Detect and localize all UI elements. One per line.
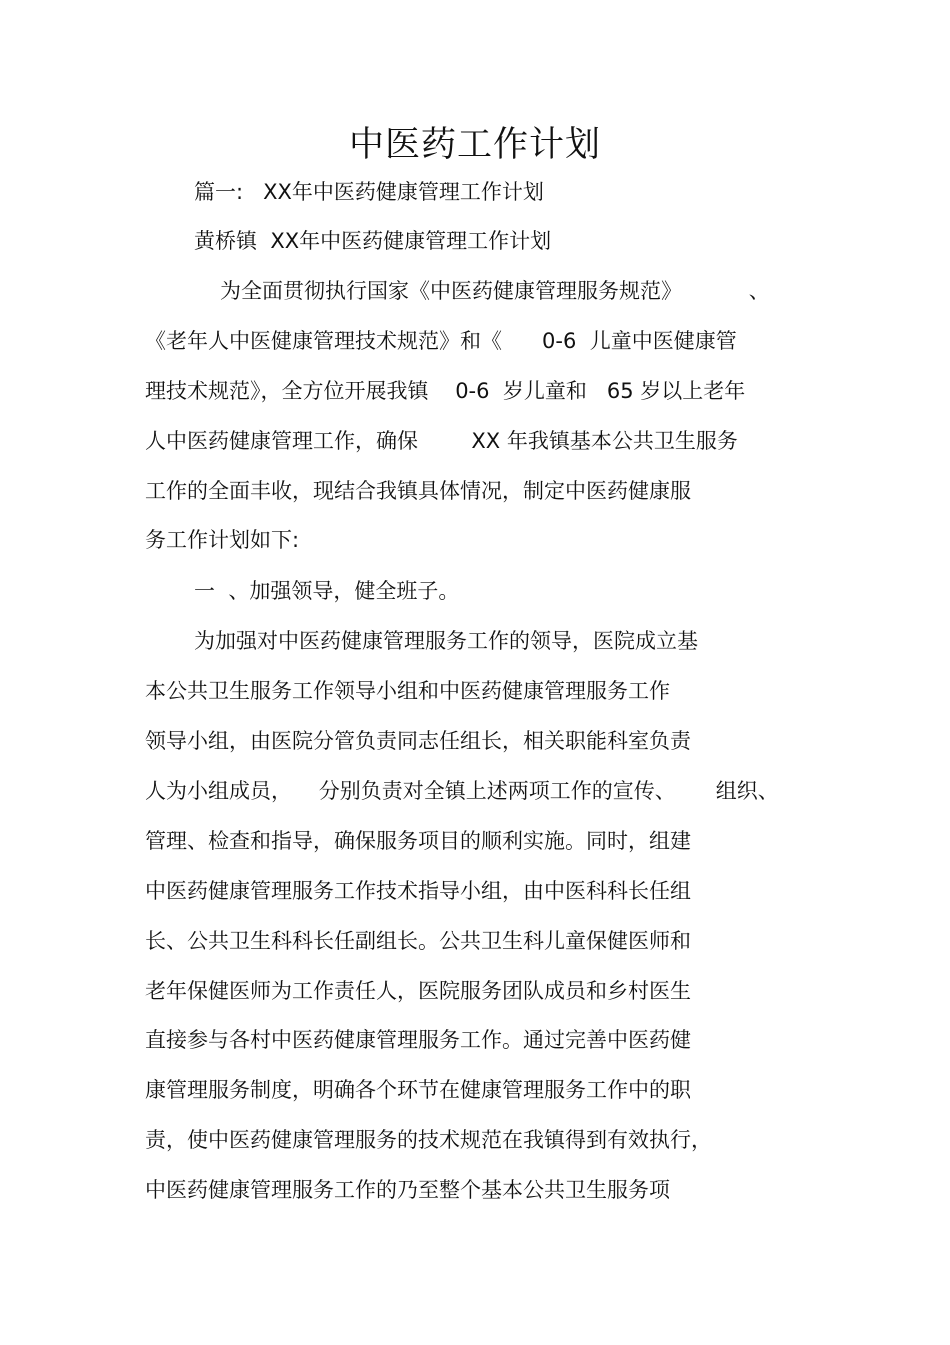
- paragraph-line: 中医药健康管理服务工作技术指导小组，由中医科科长任组: [145, 879, 691, 903]
- subtitle-line: 篇一: XX年中医药健康管理工作计划: [194, 180, 544, 204]
- paragraph-line: 工作的全面丰收，现结合我镇具体情况，制定中医药健康服: [145, 479, 691, 503]
- paragraph-line: 长、公共卫生科科长任副组长。公共卫生科儿童保健医师和: [145, 929, 691, 953]
- paragraph-line: 为加强对中医药健康管理服务工作的领导，医院成立基: [194, 629, 698, 653]
- paragraph-line: 老年保健医师为工作责任人，医院服务团队成员和乡村医生: [145, 979, 691, 1003]
- document-title: 中医药工作计划: [348, 125, 601, 165]
- section-heading: 一 、加强领导，健全班子。: [194, 579, 460, 603]
- paragraph-line: 领导小组，由医院分管负责同志任组长，相关职能科室负责: [145, 729, 691, 753]
- paragraph-line: 管理、检查和指导，确保服务项目的顺利实施。同时，组建: [145, 829, 691, 853]
- subtitle-line: 黄桥镇 XX年中医药健康管理工作计划: [194, 229, 552, 253]
- paragraph-line: 责，使中医药健康管理服务的技术规范在我镇得到有效执行，: [145, 1128, 712, 1152]
- paragraph-line: 理技术规范》，全方位开展我镇 0-6 岁儿童和 65 岁以上老年: [145, 379, 746, 403]
- paragraph-line: 中医药健康管理服务工作的乃至整个基本公共卫生服务项: [145, 1178, 670, 1202]
- paragraph-line: 《老年人中医健康管理技术规范》和《 0-6 儿童中医健康管: [145, 329, 737, 353]
- paragraph-line: 康管理服务制度，明确各个环节在健康管理服务工作中的职: [145, 1078, 691, 1102]
- paragraph-line: 务工作计划如下:: [145, 528, 300, 552]
- paragraph-line: 为全面贯彻执行国家《中医药健康管理服务规范》 、: [220, 279, 770, 303]
- paragraph-line: 人为小组成员， 分别负责对全镇上述两项工作的宣传、 组织、: [145, 779, 779, 803]
- paragraph-line: 人中医药健康管理工作，确保 XX 年我镇基本公共卫生服务: [145, 429, 738, 453]
- paragraph-line: 直接参与各村中医药健康管理服务工作。通过完善中医药健: [145, 1028, 691, 1052]
- paragraph-line: 本公共卫生服务工作领导小组和中医药健康管理服务工作: [145, 679, 670, 703]
